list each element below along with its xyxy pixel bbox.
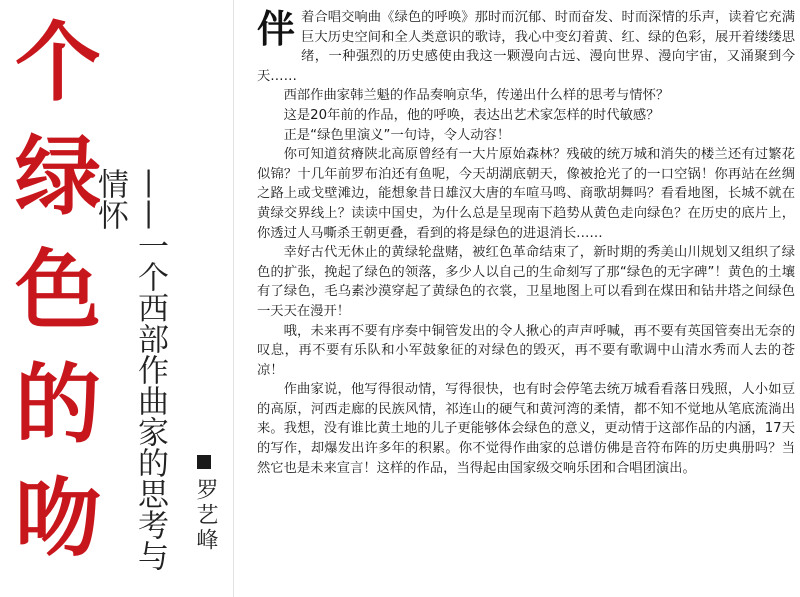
article-paragraph: 西部作曲家韩兰魁的作品奏响京华，传递出什么样的思考与情怀？ — [283, 88, 670, 104]
subtitle: ——一个西部作曲家的思考与情怀 — [92, 168, 168, 571]
article-paragraph: 正是“绿色里演义”一句诗，令人动容！ — [283, 127, 511, 143]
author-name: 罗艺峰 — [193, 478, 218, 553]
article-paragraph: 作曲家说，他写得很动情，写得很快，也有时会停笔去统万城看看落日残照，人小如豆的高原，河西走廊的民族风情，祁连山的硬气和黄河湾的柔情，都不知不觉地从笔底流淌出来。我想，没有谁比黄土地的儿子更能够体会绿色的意义，更动情于这部作品的内涵，17天的写作，却爆发出许多年的积累。你不觉得作曲家的总谱仿佛是音符布阵的历史典册吗？当然它也是未来宣言！这样的作品，当得起由国家级交响乐团和合唱团演出。 — [257, 382, 795, 476]
article-paragraph: 这是20年前的作品，他的呼唤，表达出艺术家怎样的时代敏感？ — [283, 107, 660, 123]
title-char: 绿 — [15, 126, 101, 227]
title-char: 的 — [15, 354, 101, 455]
article-paragraph: 哦，未来再不要有序奏中铜管发出的令人揪心的声声呼喊，再不要有英国管奏出无奈的叹息，再不要有乐队和小军鼓象征的对绿色的毁灭，再不要有歌调中山清水秀而人去的苍凉！ — [257, 323, 795, 378]
column-divider — [233, 0, 234, 597]
article-paragraph: 你可知道贫瘠陕北高原曾经有一大片原始森林？残破的统万城和消失的楼兰还有过繁花似锦？十几年前罗布泊还有鱼呢，今天胡湖底朝天，像被抢光了的一口空锅！你再站在丝绸之路上或戈壁滩边，能想象昔日雄汉大唐的车喧马鸣、商歌胡舞吗？看看地图，长城不就在黄绿交界线上？读读中国史，为什么总是呈现南下趋势从黄色走向绿色？在历史的底片上，你透过人马嘶杀王朝更叠，看到的将是绿色的进退消长…… — [257, 147, 795, 241]
article-paragraph: 幸好古代无休止的黄绿轮盘赌，被红色革命结束了，新时期的秀美山川规划又组织了绿色的扩张，挽起了绿色的领落，多少人以自己的生命刻写了那“绿色的无字碑”！黄色的土壤有了绿色，毛乌素沙漠穿起了黄绿色的衣裳，卫星地图上可以看到在煤田和钻井塔之间绿色一天天在漫开！ — [257, 245, 795, 319]
article-paragraph — [257, 8, 795, 86]
main-title — [10, 6, 106, 576]
paragraph-text: 着合唱交响曲《绿色的呼唤》那时而沉郁、时而奋发、时而深情的乐声，读着它充满巨大历史空间和全人类意识的歌诗，我心中变幻着黄、红、绿的色彩，展开着缕缕思绪，一种强烈的历史感使由我这一颗漫向古远、漫向世界、漫向宇宙，又涌聚到今天…… — [257, 10, 795, 84]
author-marker — [197, 455, 211, 469]
drop-cap: 伴 — [257, 6, 296, 51]
title-char: 个 — [15, 12, 101, 113]
title-char: 吻 — [15, 468, 101, 569]
title-char: 色 — [15, 240, 101, 341]
article-body — [257, 8, 795, 478]
